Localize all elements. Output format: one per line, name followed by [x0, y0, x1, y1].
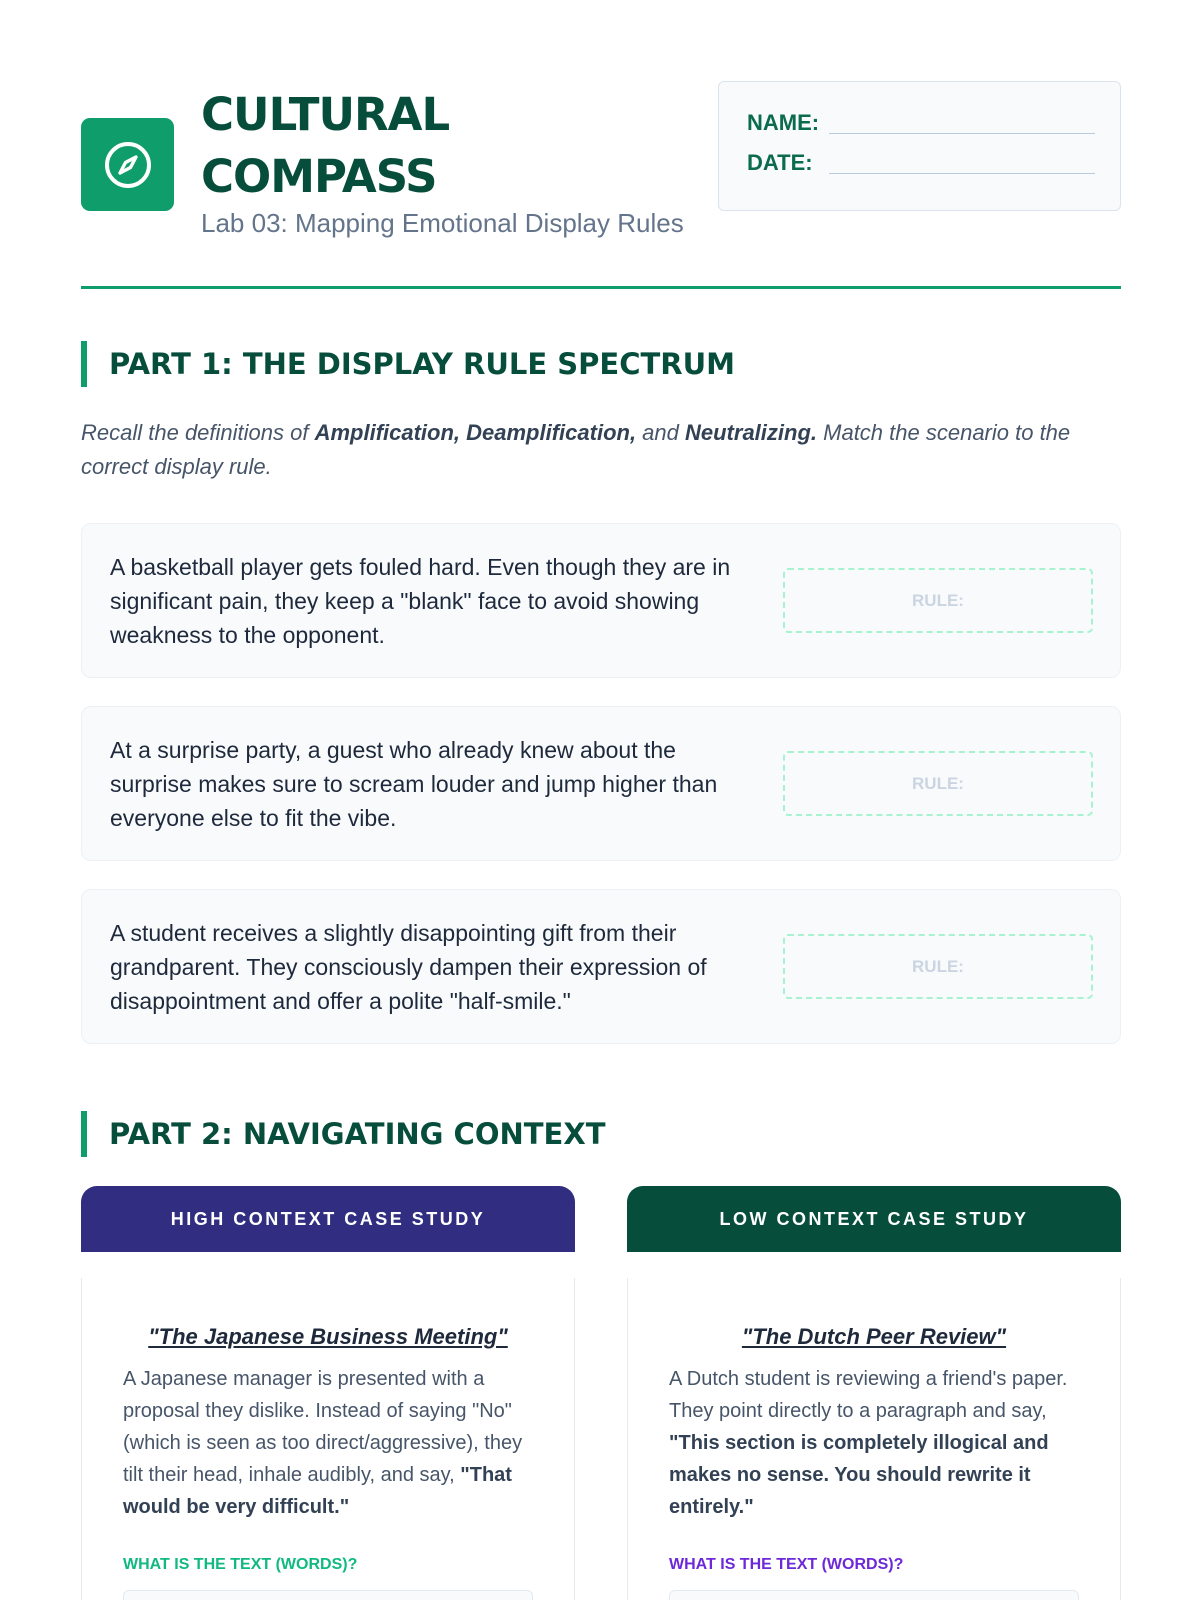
page-subtitle: Lab 03: Mapping Emotional Display Rules	[201, 208, 684, 238]
low-context-text-plain: A Dutch student is reviewing a friend's paper. They point directly to a paragraph and say,	[669, 1368, 1068, 1422]
scenario-card	[81, 706, 1121, 861]
instr-text-3: Match the scenario to the correct display rule.	[81, 420, 1071, 479]
instr-text-1: Recall the definitions of	[81, 420, 315, 445]
title-line-1: CULTURAL	[201, 88, 450, 141]
page-title	[201, 84, 449, 208]
part2-heading: PART 2: NAVIGATING CONTEXT	[81, 1111, 605, 1157]
scenario-text: A basketball player gets fouled hard. Even though they are in significant pain, they keep a "blank" face to avoid showing weakness to the opponent.	[110, 554, 731, 648]
student-info-box	[718, 81, 1121, 211]
high-context-title: "The Japanese Business Meeting"	[148, 1324, 508, 1349]
instr-text-2: and	[636, 420, 685, 445]
scenario-card	[81, 523, 1121, 678]
instr-terms-1: Amplification, Deamplification,	[314, 420, 637, 445]
rule-answer-box[interactable]: RULE:	[783, 934, 1093, 999]
high-context-answer-field[interactable]	[123, 1590, 533, 1600]
high-context-quote: "That would be very difficult."	[123, 1464, 512, 1518]
compass-icon	[103, 140, 153, 190]
scenario-text: At a surprise party, a guest who already knew about the surprise makes sure to scream louder and jump higher than everyone else to fit the vibe.	[110, 737, 718, 831]
date-field[interactable]	[829, 173, 1095, 174]
high-context-text-plain: A Japanese manager is presented with a proposal they dislike. Instead of saying "No" (which is seen as too direct/aggressive), they tilt their head, inhale audibly, and say,	[123, 1368, 523, 1486]
part1-instructions	[81, 416, 1121, 484]
high-context-text	[123, 1363, 543, 1523]
high-context-header: HIGH CONTEXT CASE STUDY	[81, 1186, 575, 1252]
rule-answer-box[interactable]: RULE:	[783, 568, 1093, 633]
scenario-text: A student receives a slightly disappointing gift from their grandparent. They consciously dampen their expression of disappointment and offer a polite "half-smile."	[110, 920, 707, 1014]
low-context-answer-field[interactable]	[669, 1590, 1079, 1600]
low-context-quote: "This section is completely illogical and makes no sense. You should rewrite it entirely."	[669, 1432, 1049, 1518]
rule-answer-box[interactable]: RULE:	[783, 751, 1093, 816]
low-context-question: WHAT IS THE TEXT (WORDS)?	[669, 1556, 904, 1573]
low-context-title: "The Dutch Peer Review"	[741, 1324, 1007, 1349]
low-context-text	[669, 1363, 1089, 1523]
date-row	[747, 150, 1095, 176]
instr-terms-2: Neutralizing.	[685, 420, 818, 445]
name-field[interactable]	[829, 133, 1095, 134]
scenario-card	[81, 889, 1121, 1044]
high-context-card	[81, 1278, 575, 1600]
title-line-2: COMPASS	[201, 150, 437, 203]
high-context-question: WHAT IS THE TEXT (WORDS)?	[123, 1556, 358, 1573]
low-context-card	[627, 1278, 1121, 1600]
name-label: NAME:	[747, 110, 820, 135]
header-divider	[81, 286, 1121, 289]
low-context-header: LOW CONTEXT CASE STUDY	[627, 1186, 1121, 1252]
date-label: DATE:	[747, 150, 813, 175]
part1-heading: PART 1: THE DISPLAY RULE SPECTRUM	[81, 341, 735, 387]
name-row	[747, 110, 1095, 136]
compass-logo	[81, 118, 174, 211]
worksheet-page	[81, 0, 1121, 1600]
